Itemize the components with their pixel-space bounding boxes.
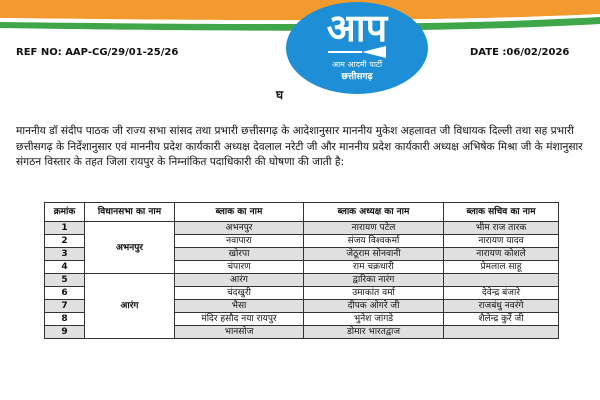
reference-number: REF NO: AAP-CG/29/01-25/26 [16, 47, 179, 58]
president-cell: नारायण पटेल [304, 222, 444, 235]
header-secretary: ब्लाक सचिव का नाम [444, 203, 559, 222]
block-cell: आरंग [175, 274, 304, 287]
aap-logo [286, 2, 428, 94]
serial-cell: 7 [45, 300, 85, 313]
president-cell: जेठूराम सोनवानी [304, 248, 444, 261]
serial-cell: 3 [45, 248, 85, 261]
president-cell: भुनेश जांगडे [304, 313, 444, 326]
secretary-cell: नारायण कोशले [444, 248, 559, 261]
serial-cell: 2 [45, 235, 85, 248]
office-bearers-table [44, 202, 559, 339]
serial-cell: 4 [45, 261, 85, 274]
block-cell: खोरपा [175, 248, 304, 261]
secretary-cell: नारायण यादव [444, 235, 559, 248]
block-cell: मंदिर हसौद नया रायपुर [175, 313, 304, 326]
president-cell: दीपक ओगरे जी [304, 300, 444, 313]
serial-cell: 1 [45, 222, 85, 235]
logo-state: छत्तीसगढ़ [341, 72, 373, 82]
header-president: ब्लाक अध्यक्ष का नाम [304, 203, 444, 222]
header-assembly: विधानसभा का नाम [85, 203, 175, 222]
serial-cell: 5 [45, 274, 85, 287]
letter-date: DATE :06/02/2026 [470, 47, 570, 58]
header-block: ब्लाक का नाम [175, 203, 304, 222]
table-header-row [45, 203, 559, 222]
block-cell: भानसोज [175, 326, 304, 339]
announcement-paragraph: माननीय डॉ संदीप पाठक जी राज्य सभा सांसद तथा प्रभारी छत्तीसगढ़ के आदेशानुसार माननीय मुकेश अहलावत जी विधायक दिल्ली तथा सह प्रभारी छत्तीसगढ़ के निर्देशानुसार एवं माननीय प्रदेश कार्यकारी अध्यक्ष देवलाल नरेटी जी और माननीय प्रदेश कार्यकारी अध्यक्ष अभिषेक मिश्रा जी के मंशानुसार संगठन विस्तार के तहत जिला रायपुर के निम्नांकित पदाधिकारी की घोषणा की जाती है: [16, 125, 583, 168]
logo-wordmark: आप [326, 6, 388, 50]
block-cell: भैसा [175, 300, 304, 313]
serial-cell: 8 [45, 313, 85, 326]
president-cell: राम चक्रधारी [304, 261, 444, 274]
serial-cell: 9 [45, 326, 85, 339]
block-cell: चंपारण [175, 261, 304, 274]
secretary-cell [444, 274, 559, 287]
secretary-cell [444, 326, 559, 339]
secretary-cell: शैलेन्द्र कुर्रे जी [444, 313, 559, 326]
heading-fragment: घ [276, 88, 284, 102]
logo-tagline: आम आदमी पार्टी [331, 60, 383, 69]
block-cell: चंदखुरी [175, 287, 304, 300]
table-row [45, 222, 559, 235]
table-row [45, 274, 559, 287]
broom-icon [328, 46, 386, 58]
president-cell: डोमार भारतद्वाज [304, 326, 444, 339]
assembly-cell: आरंग [85, 274, 175, 339]
serial-cell: 6 [45, 287, 85, 300]
block-cell: अभनपुर [175, 222, 304, 235]
president-cell: उमाकांत वर्मा [304, 287, 444, 300]
secretary-cell: देवेन्द्र बंजारे [444, 287, 559, 300]
assembly-cell: अभनपुर [85, 222, 175, 274]
president-cell: द्वारिका नारंग [304, 274, 444, 287]
header-serial: क्रमांक [45, 203, 85, 222]
secretary-cell: भीम राज तारक [444, 222, 559, 235]
secretary-cell: प्रेमलाल साहू [444, 261, 559, 274]
block-cell: नवापारा [175, 235, 304, 248]
secretary-cell: राजबंधु नवरंगे [444, 300, 559, 313]
president-cell: संजय विश्वकर्मा [304, 235, 444, 248]
